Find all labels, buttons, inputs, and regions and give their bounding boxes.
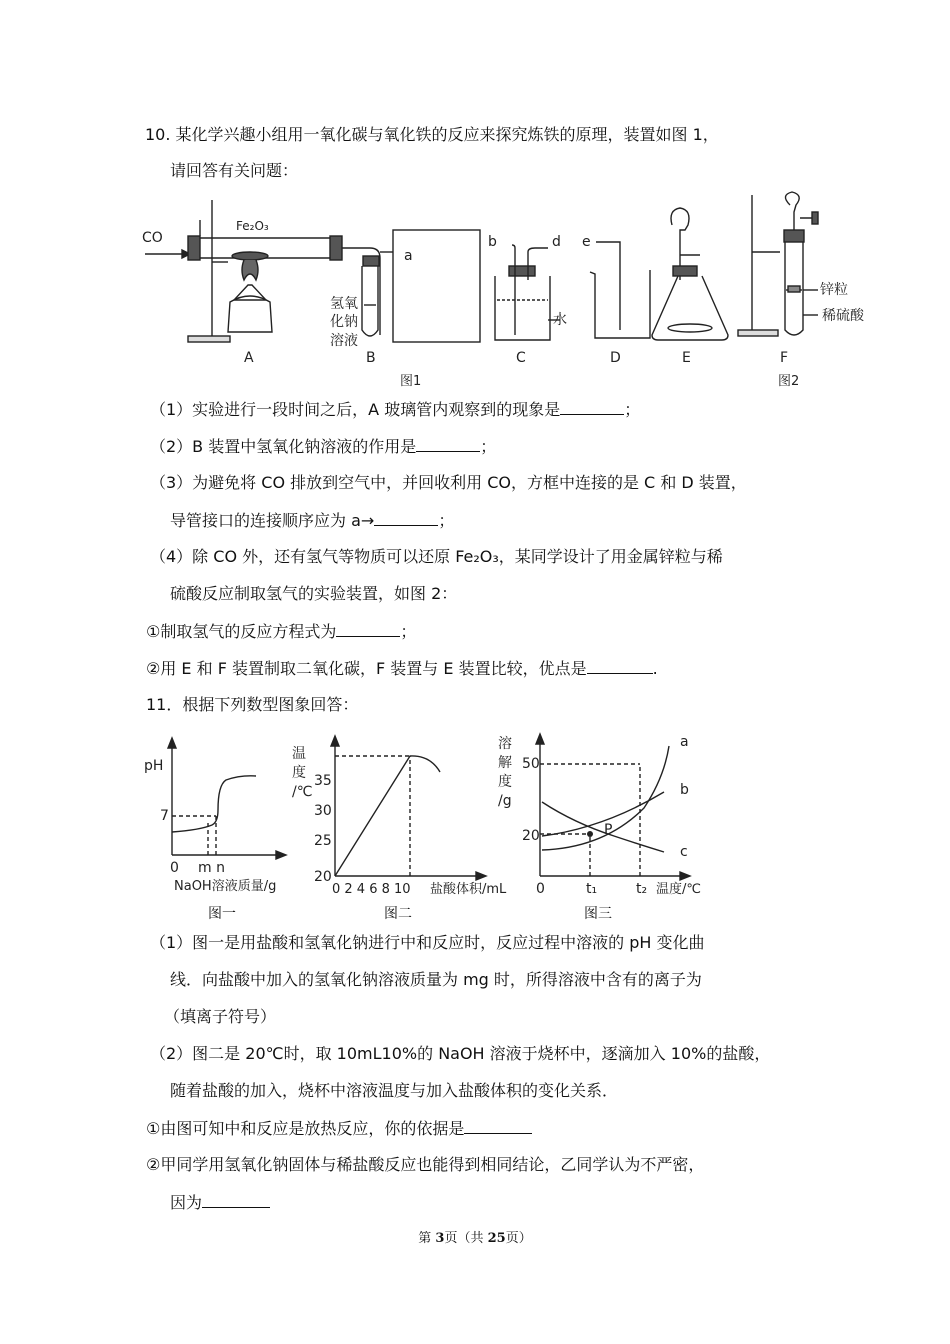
page-footer: 第 3页（共 25页） (418, 1231, 532, 1246)
naoh-label-3: 溶液 (330, 333, 358, 349)
answer-blank[interactable] (202, 1191, 270, 1208)
naoh-label-1: 氢氧 (330, 296, 358, 312)
answer-blank[interactable] (587, 657, 653, 674)
g3-curve-c: c (680, 844, 688, 860)
q11-sub2-line2: 随着盐酸的加入，烧杯中溶液温度与加入盐酸体积的变化关系． (170, 1081, 619, 1100)
q11-sub1-line2: 线．向盐酸中加入的氢氧化钠溶液质量为 mg 时，所得溶液中含有的离子为 (170, 970, 702, 989)
g1-caption: 图一 (208, 906, 236, 922)
q10-sub4-line2: 硫酸反应制取氢气的实验装置，如图 2： (170, 584, 458, 603)
water-label: 水 (553, 312, 567, 328)
g3-t2: t₂ (636, 881, 648, 897)
g1-ytick-7: 7 (160, 808, 169, 824)
g3-t1: t₁ (586, 881, 598, 897)
q10-title-line2: 请回答有关问题： (170, 161, 299, 180)
graph-one (140, 730, 290, 900)
g2-ylabel-3: /℃ (292, 784, 313, 800)
g3-ytick-20: 20 (522, 828, 540, 844)
label-E: E (682, 350, 691, 366)
q11-circle2-line1: ②甲同学用氢氧化钠固体与稀盐酸反应也能得到相同结论，乙同学认为不严密， (146, 1155, 705, 1174)
acid-label: 稀硫酸 (822, 308, 864, 324)
g3-ylabel-3: 度 (498, 774, 512, 790)
fig2-caption: 图2 (778, 374, 800, 389)
g3-ytick-50: 50 (522, 756, 540, 772)
q11-sub1-line3: （填离子符号） (164, 1007, 277, 1026)
q10-sub4-line1: （4）除 CO 外，还有氢气等物质可以还原 Fe₂O₃，某同学设计了用金属锌粒与稀 (150, 547, 723, 566)
zinc-label: 锌粒 (820, 282, 848, 298)
label-B: B (366, 350, 376, 366)
q10-sub2: （2）B 装置中氢氧化钠溶液的作用是 ； (150, 437, 497, 456)
port-d-label: d (552, 234, 561, 250)
label-F: F (780, 350, 789, 366)
port-a-label: a (404, 248, 413, 264)
answer-blank[interactable] (374, 509, 438, 526)
q11-title: 11．根据下列数型图象回答： (146, 695, 359, 714)
g1-x0: 0 (170, 860, 179, 876)
g3-ylabel-1: 溶 (498, 736, 512, 752)
g2-xticks: 0 2 4 6 8 10 (332, 882, 411, 897)
g2-xlabel: 盐酸体积/mL (430, 882, 507, 897)
g2-ytick: 25 (314, 833, 332, 849)
g1-xmn: m n (198, 860, 225, 876)
g3-x0: 0 (536, 881, 545, 897)
g2-ytick: 35 (314, 773, 332, 789)
g2-ylabel-1: 温 (292, 746, 306, 762)
q10-circle2: ②用 E 和 F 装置制取二氧化碳，F 装置与 E 装置比较，优点是 . (146, 659, 658, 678)
q10-title-line1: 10. 某化学兴趣小组用一氧化碳与氧化铁的反应来探究炼铁的原理，装置如图 1， (145, 125, 719, 144)
q10-circle1: ①制取氢气的反应方程式为 ； (146, 622, 417, 641)
apparatus-figure (140, 190, 870, 395)
label-A: A (244, 350, 254, 366)
answer-blank[interactable] (560, 398, 624, 415)
g2-ytick: 30 (314, 803, 332, 819)
q10-sub1: （1）实验进行一段时间之后，A 玻璃管内观察到的现象是 ； (150, 400, 641, 419)
co-label: CO (142, 230, 163, 246)
g3-ylabel-2: 解 (498, 755, 512, 771)
g3-curve-b: b (680, 782, 689, 798)
g3-xlabel: 温度/℃ (656, 882, 701, 897)
q11-circle2-line2: 因为 (170, 1191, 270, 1214)
q10-sub3-line2: 导管接口的连接顺序应为 a→ ； (170, 511, 455, 530)
label-C: C (516, 350, 526, 366)
answer-blank[interactable] (416, 435, 480, 452)
g3-point-p: P (604, 822, 613, 838)
answer-blank[interactable] (336, 620, 400, 637)
g1-ylabel: pH (144, 758, 164, 774)
g3-caption: 图三 (584, 906, 612, 922)
answer-blank[interactable] (464, 1117, 532, 1134)
g3-ylabel-4: /g (498, 793, 512, 809)
g2-ylabel-2: 度 (292, 765, 306, 781)
fe2o3-label: Fe₂O₃ (236, 219, 269, 233)
port-e-label: e (582, 234, 591, 250)
graph-three (494, 728, 724, 900)
port-b-label: b (488, 234, 497, 250)
g3-curve-a: a (680, 734, 689, 750)
q11-sub2-line1: （2）图二是 20℃时，取 10mL10%的 NaOH 溶液于烧杯中，逐滴加入 10%的盐酸， (150, 1044, 771, 1063)
label-D: D (610, 350, 621, 366)
q11-circle1: ①由图可知中和反应是放热反应，你的依据是 (146, 1117, 532, 1140)
q10-sub3-line1: （3）为避免将 CO 排放到空气中，并回收利用 CO，方框中连接的是 C 和 D 装置， (150, 473, 747, 492)
fig1-caption: 图1 (400, 374, 422, 389)
q11-sub1-line1: （1）图一是用盐酸和氢氧化钠进行中和反应时，反应过程中溶液的 pH 变化曲 (150, 933, 705, 952)
g2-caption: 图二 (384, 906, 412, 922)
g2-ytick: 20 (314, 869, 332, 885)
naoh-label-2: 化钠 (330, 314, 358, 330)
g1-xlabel: NaOH溶液质量/g (174, 879, 277, 894)
